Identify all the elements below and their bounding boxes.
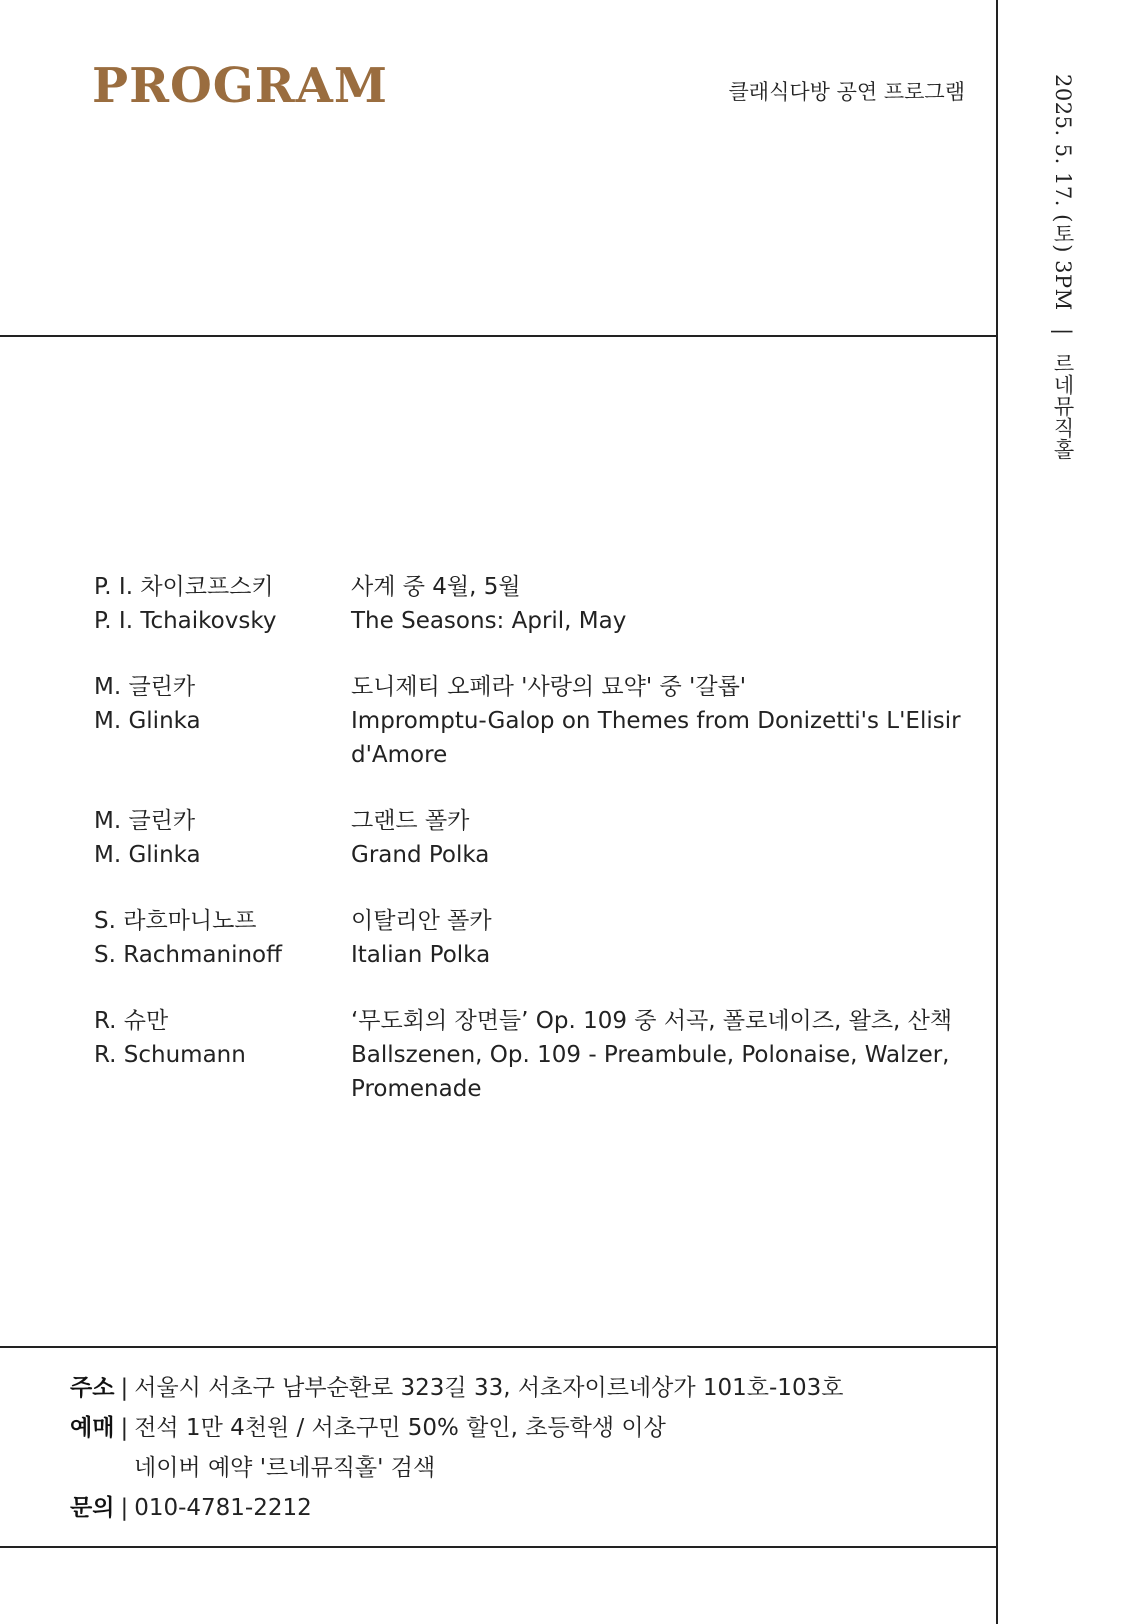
composer-name-ko: R. 슈만	[94, 1008, 169, 1034]
footer-separator: |	[120, 1375, 129, 1401]
divider-footer-top	[0, 1346, 997, 1348]
footer-separator: |	[120, 1415, 129, 1441]
composer	[94, 904, 351, 972]
divider-top	[0, 335, 997, 337]
work-title-ko: ‘무도회의 장면들’ Op. 109 중 서곡, 폴로네이즈, 왈츠, 산책	[351, 1008, 953, 1034]
composer-name-en: M. Glinka	[94, 708, 201, 734]
program-list	[94, 570, 974, 1138]
divider-vertical	[996, 0, 998, 1624]
program-entry	[94, 1004, 974, 1106]
composer	[94, 1004, 351, 1106]
composer-name-ko: M. 글린카	[94, 808, 196, 834]
page-title: PROGRAM	[92, 58, 389, 114]
side-separator: |	[1051, 327, 1075, 336]
concert-date: 2025. 5. 17. (토) 3PM	[1051, 74, 1075, 311]
contact-row	[70, 1488, 970, 1528]
footer-info	[70, 1368, 970, 1528]
ticket-text: 전석 1만 4천원 / 서초구민 50% 할인, 초등학생 이상	[134, 1415, 666, 1441]
work-title-ko: 도니제티 오페라 '사랑의 묘약' 중 '갈롭'	[351, 674, 747, 700]
ticket-note: 네이버 예약 '르네뮤직홀' 검색	[134, 1455, 436, 1481]
work-title-ko: 사계 중 4월, 5월	[351, 574, 521, 600]
composer	[94, 570, 351, 638]
program-entry	[94, 570, 974, 638]
work-title-en: Italian Polka	[351, 942, 491, 968]
composer	[94, 804, 351, 872]
composer-name-ko: M. 글린카	[94, 674, 196, 700]
program-entry	[94, 670, 974, 772]
footer-separator: |	[120, 1495, 129, 1521]
composer-name-ko: S. 라흐마니노프	[94, 908, 257, 934]
work-title-en: Grand Polka	[351, 842, 490, 868]
work-title-en: The Seasons: April, May	[351, 608, 627, 634]
composer-name-ko: P. I. 차이코프스키	[94, 574, 274, 600]
composer-name-en: S. Rachmaninoff	[94, 942, 282, 968]
composer-name-en: R. Schumann	[94, 1042, 246, 1068]
work-title-en: Impromptu-Galop on Themes from Donizetti's L'Elisir d'Amore	[351, 708, 961, 768]
work	[351, 1004, 974, 1106]
ticket-note-row	[70, 1448, 970, 1488]
composer-name-en: M. Glinka	[94, 842, 201, 868]
work-title-ko: 이탈리안 폴카	[351, 908, 492, 934]
address-row	[70, 1368, 970, 1408]
work	[351, 570, 974, 638]
program-entry	[94, 804, 974, 872]
composer	[94, 670, 351, 772]
work	[351, 670, 974, 772]
ticket-row	[70, 1408, 970, 1448]
side-banner	[1052, 74, 1073, 460]
work	[351, 804, 974, 872]
composer-name-en: P. I. Tchaikovsky	[94, 608, 277, 634]
ticket-label: 예매	[70, 1415, 115, 1441]
work	[351, 904, 974, 972]
work-title-ko: 그랜드 폴카	[351, 808, 470, 834]
contact-phone: 010-4781-2212	[134, 1495, 312, 1521]
address-label: 주소	[70, 1375, 115, 1401]
page-subtitle: 클래식다방 공연 프로그램	[728, 80, 965, 104]
work-title-en: Ballszenen, Op. 109 - Preambule, Polonaise, Walzer, Promenade	[351, 1042, 950, 1102]
venue-name: 르네뮤직홀	[1051, 352, 1075, 461]
contact-label: 문의	[70, 1495, 115, 1521]
program-entry	[94, 904, 974, 972]
address-text: 서울시 서초구 남부순환로 323길 33, 서초자이르네상가 101호-103호	[134, 1375, 844, 1401]
divider-footer-bottom	[0, 1546, 997, 1548]
